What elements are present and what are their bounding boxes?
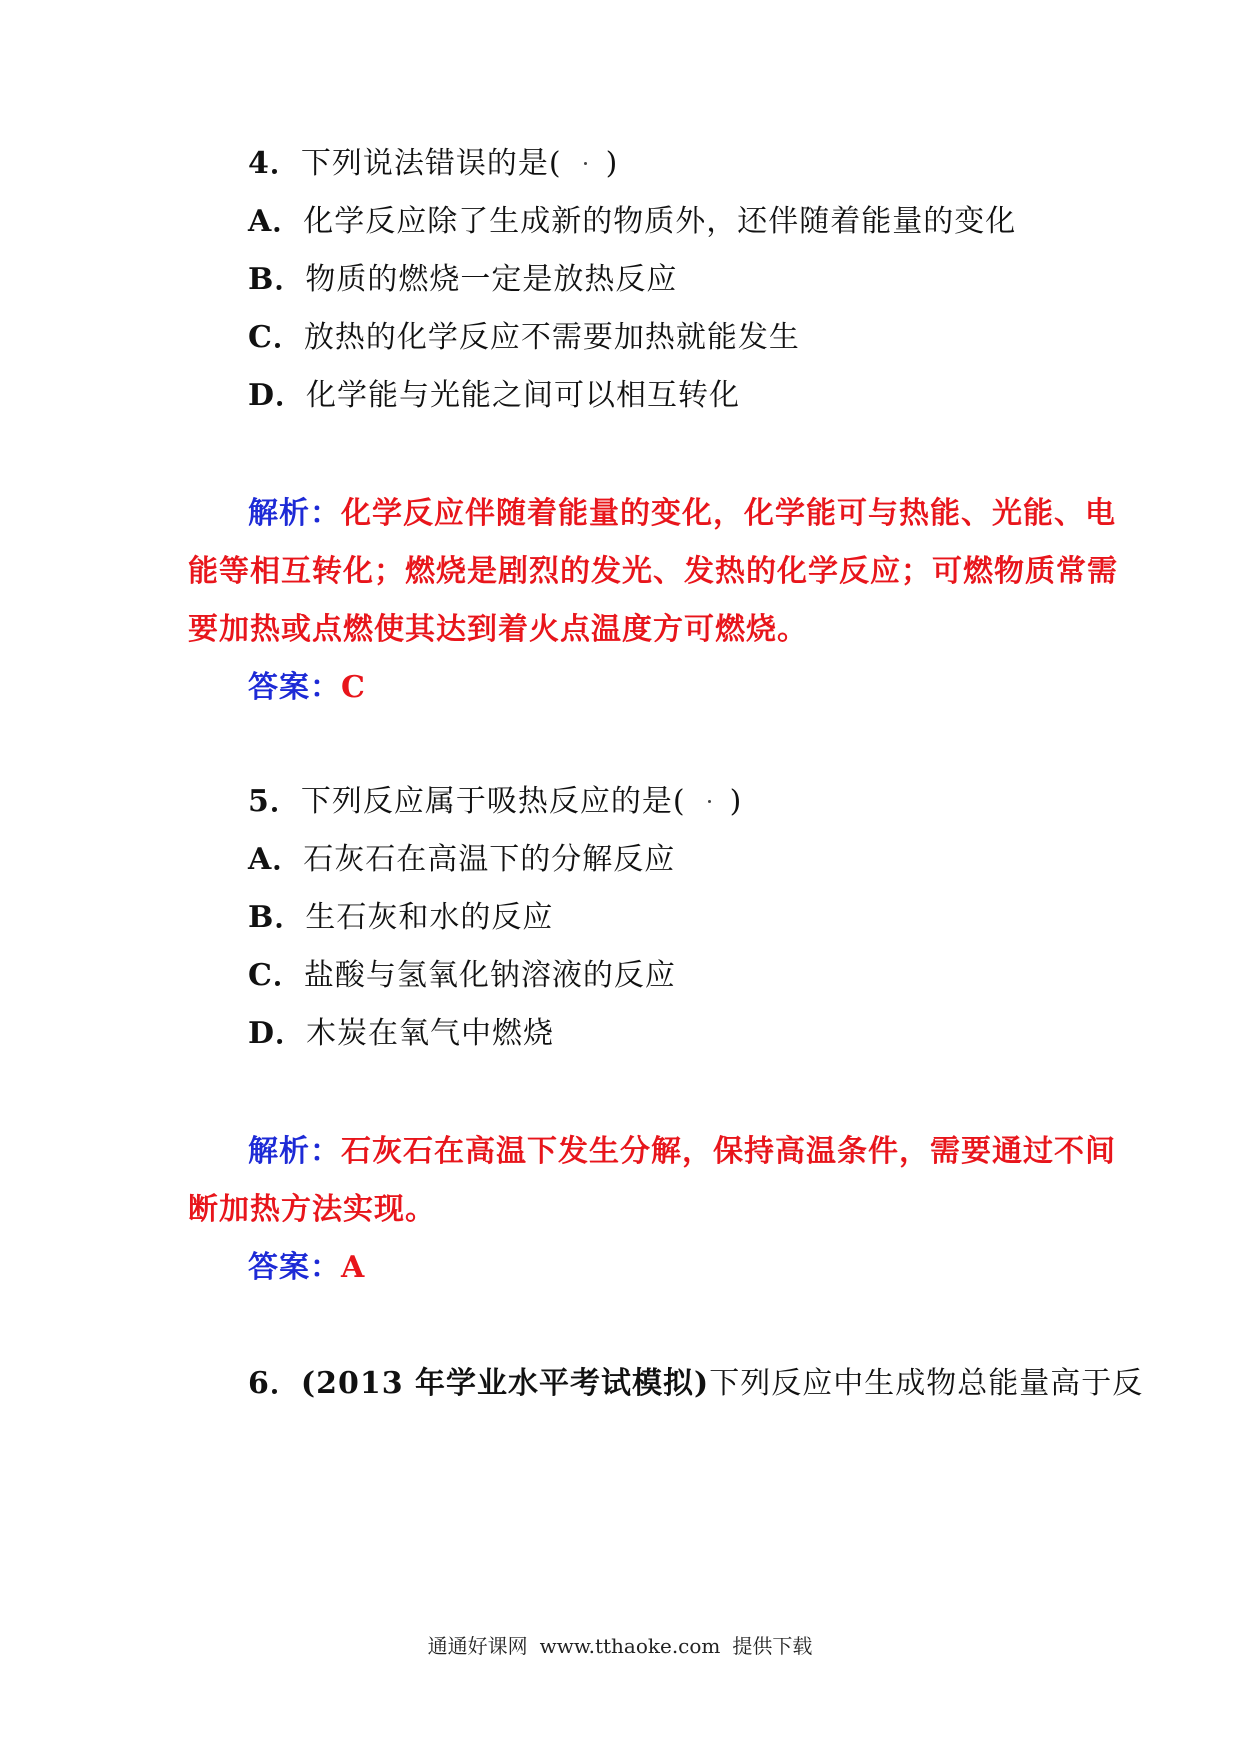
q5-analysis-line-2: 断加热方法实现。 <box>188 1192 436 1227</box>
option-letter: C． <box>248 320 304 355</box>
question-text: 下列说法错误的是( <box>300 146 562 181</box>
question-number: 6． <box>248 1366 301 1401</box>
answer-label: 答案： <box>248 670 341 705</box>
option-text: 化学能与光能之间可以相互转化 <box>306 378 741 413</box>
option-letter: A． <box>248 842 304 877</box>
option-letter: B． <box>248 900 306 935</box>
q5-option-a <box>248 840 675 880</box>
analysis-text: 化学反应伴随着能量的变化，化学能可与热能、光能、电 <box>341 496 1116 531</box>
question-source: (2013 年学业水平考试模拟) <box>300 1366 710 1401</box>
footer-url[interactable]: www.tthaoke.com <box>539 1634 721 1658</box>
answer-value: C <box>341 670 366 705</box>
option-text: 放热的化学反应不需要加热就能发生 <box>303 320 800 355</box>
q4-analysis-line-1 <box>248 494 1116 534</box>
option-text: 生石灰和水的反应 <box>305 900 554 935</box>
question-6-stem <box>248 1364 1143 1404</box>
q4-option-d <box>248 376 740 416</box>
close-paren: ) <box>729 784 743 819</box>
option-letter: B． <box>248 262 306 297</box>
option-letter: D． <box>248 1016 307 1051</box>
analysis-label: 解析： <box>248 1134 341 1169</box>
page-footer <box>0 1632 1240 1660</box>
analysis-text: 石灰石在高温下发生分解，保持高温条件，需要通过不间 <box>341 1134 1116 1169</box>
q4-option-c <box>248 318 800 358</box>
option-letter: C． <box>248 958 304 993</box>
option-text: 物质的燃烧一定是放热反应 <box>305 262 678 297</box>
question-text: 下列反应属于吸热反应的是( <box>300 784 686 819</box>
analysis-label: 解析： <box>248 496 341 531</box>
option-text: 木炭在氧气中燃烧 <box>306 1016 555 1051</box>
q5-analysis-line-1 <box>248 1132 1116 1172</box>
answer-value: A <box>341 1250 366 1285</box>
option-letter: A． <box>248 204 304 239</box>
option-text: 化学反应除了生成新的物质外，还伴随着能量的变化 <box>303 204 1017 239</box>
q4-answer <box>248 668 366 708</box>
q4-option-b <box>248 260 677 300</box>
question-5-stem <box>248 782 742 822</box>
question-number: 4． <box>248 146 301 181</box>
q5-option-b <box>248 898 553 938</box>
option-text: 盐酸与氢氧化钠溶液的反应 <box>303 958 676 993</box>
question-text: 下列反应中生成物总能量高于反 <box>709 1366 1144 1401</box>
close-paren: ) <box>605 146 619 181</box>
option-letter: D． <box>248 378 307 413</box>
footer-suffix: 提供下载 <box>732 1634 813 1658</box>
q5-answer <box>248 1248 365 1288</box>
option-text: 石灰石在高温下的分解反应 <box>303 842 676 877</box>
q5-option-d <box>248 1014 554 1054</box>
q4-analysis-line-2: 能等相互转化；燃烧是剧烈的发光、发热的化学反应；可燃物质常需 <box>188 554 1118 589</box>
q4-analysis-line-3: 要加热或点燃使其达到着火点温度方可燃烧。 <box>188 612 808 647</box>
q5-option-c <box>248 956 676 996</box>
question-number: 5． <box>248 784 301 819</box>
question-4-stem <box>248 144 618 184</box>
q4-option-a <box>248 202 1016 242</box>
footer-site-name: 通通好课网 <box>427 1634 528 1658</box>
answer-label: 答案： <box>248 1250 341 1285</box>
